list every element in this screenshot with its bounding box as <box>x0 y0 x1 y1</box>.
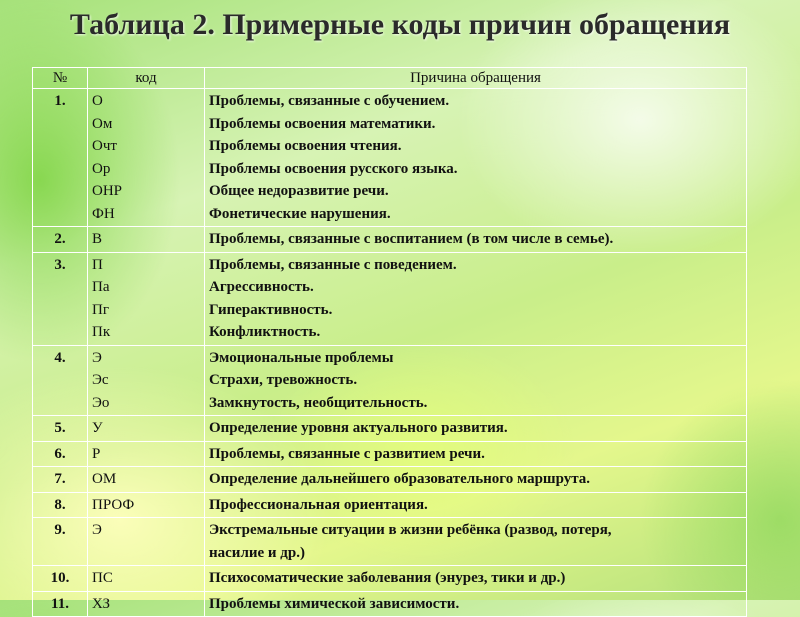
reason-codes-table <box>32 67 747 617</box>
reason-text: Психосоматические заболевания (энурез, тики и др.) <box>209 570 566 586</box>
table-row <box>33 492 747 518</box>
table-header-row <box>33 68 747 89</box>
reason-text: Замкнутость, необщительность. <box>209 394 428 411</box>
reason-text: Общее недоразвитие речи. <box>209 183 389 199</box>
row-reasons <box>205 591 747 617</box>
row-number: 6. <box>33 441 88 467</box>
table-row <box>33 518 747 566</box>
table-row <box>33 591 747 617</box>
code-value: ФН <box>92 205 115 222</box>
row-reasons <box>205 518 747 566</box>
row-reasons <box>205 252 747 345</box>
reason-text: насилие и др.) <box>209 544 305 561</box>
row-codes <box>88 89 205 227</box>
row-number: 2. <box>33 227 88 253</box>
code-value: Э <box>92 349 102 366</box>
table-row <box>33 345 747 416</box>
code-value: Эо <box>92 394 110 411</box>
code-value: В <box>92 231 103 247</box>
code-value: У <box>92 420 103 436</box>
row-number: 3. <box>33 252 88 345</box>
row-reasons <box>205 467 747 493</box>
reason-text: Проблемы, связанные с поведением. <box>209 256 457 273</box>
table-row <box>33 467 747 493</box>
code-value: Р <box>92 445 101 462</box>
row-codes <box>88 441 205 467</box>
reason-text: Профессиональная ориентация. <box>209 496 428 513</box>
row-codes <box>88 345 205 416</box>
table-row <box>33 89 747 227</box>
reason-text: Страхи, тревожность. <box>209 372 358 388</box>
row-codes <box>88 416 205 442</box>
reason-text: Проблемы, связанные с воспитанием (в том числе в семье). <box>209 231 614 247</box>
table-row <box>33 416 747 442</box>
row-reasons <box>205 89 747 227</box>
reason-text: Проблемы освоения русского языка. <box>209 160 458 177</box>
code-value: Ом <box>92 115 113 132</box>
header-code: код <box>88 68 205 89</box>
row-number: 1. <box>33 89 88 227</box>
reason-text: Гиперактивность. <box>209 301 333 318</box>
code-value: Пг <box>92 301 109 318</box>
code-value: ПРОФ <box>92 496 135 513</box>
row-reasons <box>205 416 747 442</box>
row-codes <box>88 591 205 617</box>
reason-text: Проблемы химической зависимости. <box>209 595 460 612</box>
row-number: 5. <box>33 416 88 442</box>
row-codes <box>88 518 205 566</box>
code-value: Э <box>92 522 102 538</box>
code-value: П <box>92 256 103 273</box>
row-number: 8. <box>33 492 88 518</box>
code-value: ОНР <box>92 183 123 199</box>
code-value: ХЗ <box>92 595 110 612</box>
row-reasons <box>205 227 747 253</box>
table-row <box>33 566 747 592</box>
code-value: Очт <box>92 138 117 154</box>
header-reason: Причина обращения <box>205 68 747 89</box>
reason-text: Определение дальнейшего образовательного маршрута. <box>209 471 591 487</box>
row-reasons <box>205 441 747 467</box>
code-value: Па <box>92 279 110 295</box>
row-codes <box>88 492 205 518</box>
row-number: 11. <box>33 591 88 617</box>
code-value: Эс <box>92 372 109 388</box>
reason-text: Определение уровня актуального развития. <box>209 420 508 436</box>
row-codes <box>88 227 205 253</box>
row-reasons <box>205 345 747 416</box>
table-row <box>33 252 747 345</box>
row-number: 10. <box>33 566 88 592</box>
row-reasons <box>205 566 747 592</box>
reason-text: Проблемы освоения чтения. <box>209 138 402 154</box>
table-row <box>33 441 747 467</box>
row-number: 9. <box>33 518 88 566</box>
reason-text: Проблемы освоения математики. <box>209 115 436 132</box>
reason-text: Экстремальные ситуации в жизни ребёнка (развод, потеря, <box>209 522 612 538</box>
code-value: Пк <box>92 324 111 340</box>
reason-text: Агрессивность. <box>209 279 314 295</box>
reason-text: Конфликтность. <box>209 324 321 340</box>
row-reasons <box>205 492 747 518</box>
reason-text: Фонетические нарушения. <box>209 205 391 222</box>
row-codes <box>88 467 205 493</box>
header-num: № <box>33 68 88 89</box>
code-value: ОМ <box>92 471 117 487</box>
reason-text: Эмоциональные проблемы <box>209 349 394 366</box>
page-title: Таблица 2. Примерные коды причин обращения <box>69 8 731 41</box>
reason-text: Проблемы, связанные с развитием речи. <box>209 445 485 462</box>
reason-text: Проблемы, связанные с обучением. <box>209 93 450 109</box>
code-value: О <box>92 93 103 109</box>
code-value: Ор <box>92 160 111 177</box>
row-number: 7. <box>33 467 88 493</box>
row-codes <box>88 566 205 592</box>
table-row <box>33 227 747 253</box>
code-value: ПС <box>92 570 113 586</box>
row-codes <box>88 252 205 345</box>
row-number: 4. <box>33 345 88 416</box>
